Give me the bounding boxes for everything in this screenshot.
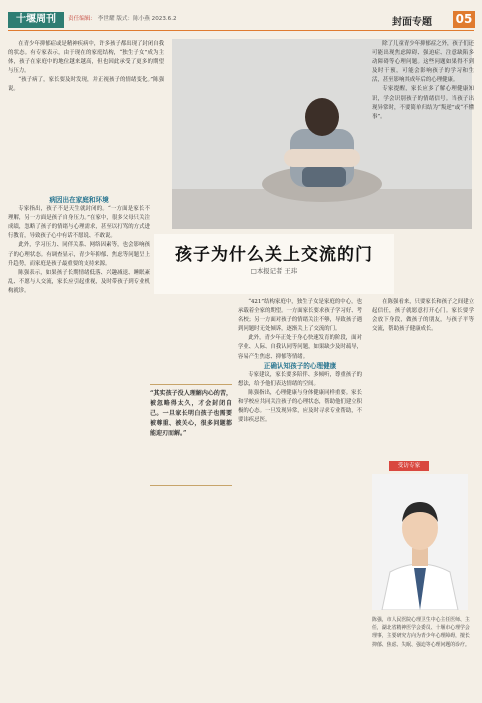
paragraph: 陈强指出，心理健康与身体健康同样重要。家长和学校应共同关注孩子的心理状态，帮助他们建立积极的心态。一旦发现异常，应及时寻求专业帮助，不要讳疾忌医。 <box>238 389 362 424</box>
column-3-top <box>372 40 474 228</box>
pull-quote: “其实孩子没人理解内心的苦，被忽略得太久，才会封闭自己。一旦家长明白孩子也需要被尊重、被关心，很多问题都能迎刃而解。” <box>150 384 232 486</box>
byline: □本报记者 王玮 <box>250 267 298 275</box>
paragraph: 在陈强看来，只要家长和孩子之间建立起信任，孩子就愿意打开心门。家长要学会放下身段，做孩子的朋友，与孩子平等交流，帮助孩子健康成长。 <box>372 299 474 333</box>
page-header <box>0 0 482 30</box>
paragraph: 专家指出，孩子不是天生就封闭的。“一方面是家长不理解，另一方面是孩子自身压力。”在家中，很多父母只关注成绩，忽略了孩子的情绪与心理需求，甚至以打骂的方式进行教育，导致孩子心中有话不愿说、不敢说。 <box>8 206 150 240</box>
editors-label: 责任编辑： <box>68 16 96 22</box>
paragraph: 专家提醒，家长应多了解心理健康知识，学会识别孩子的情绪信号。当孩子出现异常时，不要简单归结为“叛逆”或“不懂事”。 <box>372 86 474 120</box>
column-3-bottom <box>372 298 474 458</box>
subheading-center: 正确认知孩子的心理健康 <box>263 361 337 370</box>
paragraph: “孩子病了，家长要及时发现，并正视孩子的情绪变化。”陈强说。 <box>8 77 164 93</box>
paragraph: 此外，青少年正处于身心快速发育的阶段，面对学业、人际、自我认同等问题，如果缺少及时疏导，容易产生焦虑、抑郁等情绪。 <box>238 335 362 360</box>
section-name: 封面专题 <box>392 17 432 28</box>
doctor-portrait-icon <box>372 474 468 610</box>
editors-text: 李世耀 版式：陈小燕 2023.6.2 <box>97 16 177 22</box>
headline-box <box>154 234 394 294</box>
editors-line <box>68 14 177 22</box>
column-1-top <box>8 40 164 194</box>
paragraph: 在青少年抑郁症或是精神疾病中，许多孩子都出现了封闭自我的状态。有专家表示，由于现在的家庭结构，“独生子女”成为主体，孩子在家庭中的地位越来越高，但也因此承受了更多的期望与压力。 <box>8 41 164 75</box>
paragraph: 专家建议，家长要多陪伴、多倾听，尊重孩子的想法，给予他们表达情绪的空间。 <box>238 371 362 387</box>
header-divider <box>8 30 474 31</box>
expert-tag: 受访专家 <box>389 461 429 471</box>
article-title: 孩子为什么关上交流的门 <box>175 245 373 265</box>
paragraph: “421”结构家庭中，独生子女是家庭的中心，也承载着全家的期望。一方面家长要求孩子学习好、考名校；另一方面对孩子的情绪关注不够，导致孩子遇到问题时无处倾诉，逐渐关上了交流的门。 <box>238 299 362 333</box>
column-1-bottom <box>8 196 150 666</box>
expert-caption: 陈强，市人民医院心理卫生中心主任医师、主任，湖北省精神医学会委员、十堰市心理学会理事，主要研究方向为青少年心理障碍，擅长抑郁、焦虑、失眠、强迫等心理问题的诊疗。 <box>372 617 470 648</box>
paragraph: 陈强表示，如果孩子长期情绪低落、兴趣减退、睡眠紊乱、不愿与人交流，家长应引起重视，及时带孩子到专业机构就诊。 <box>8 269 150 294</box>
column-2 <box>238 298 362 694</box>
subheading-left: 病因出在家庭和环境 <box>49 196 109 204</box>
paragraph: 此外，学习压力、同伴关系、网络因素等，也会影响孩子的心理状态。有调查显示，青少年抑郁、焦虑等问题呈上升趋势，而家庭是孩子最重要的支持来源。 <box>8 242 150 267</box>
expert-photo <box>372 474 468 610</box>
paragraph: 除了儿童青少年抑郁症之外，孩子们还可能出现焦虑障碍、强迫症、注意缺陷多动障碍等心理问题。这些问题如果得不到及时干预，可能会影响孩子的学习和生活，甚至影响其成年后的心理健康。 <box>372 41 474 84</box>
page-number: 05 <box>453 11 475 28</box>
paper-name: 十堰周刊 <box>8 12 64 28</box>
